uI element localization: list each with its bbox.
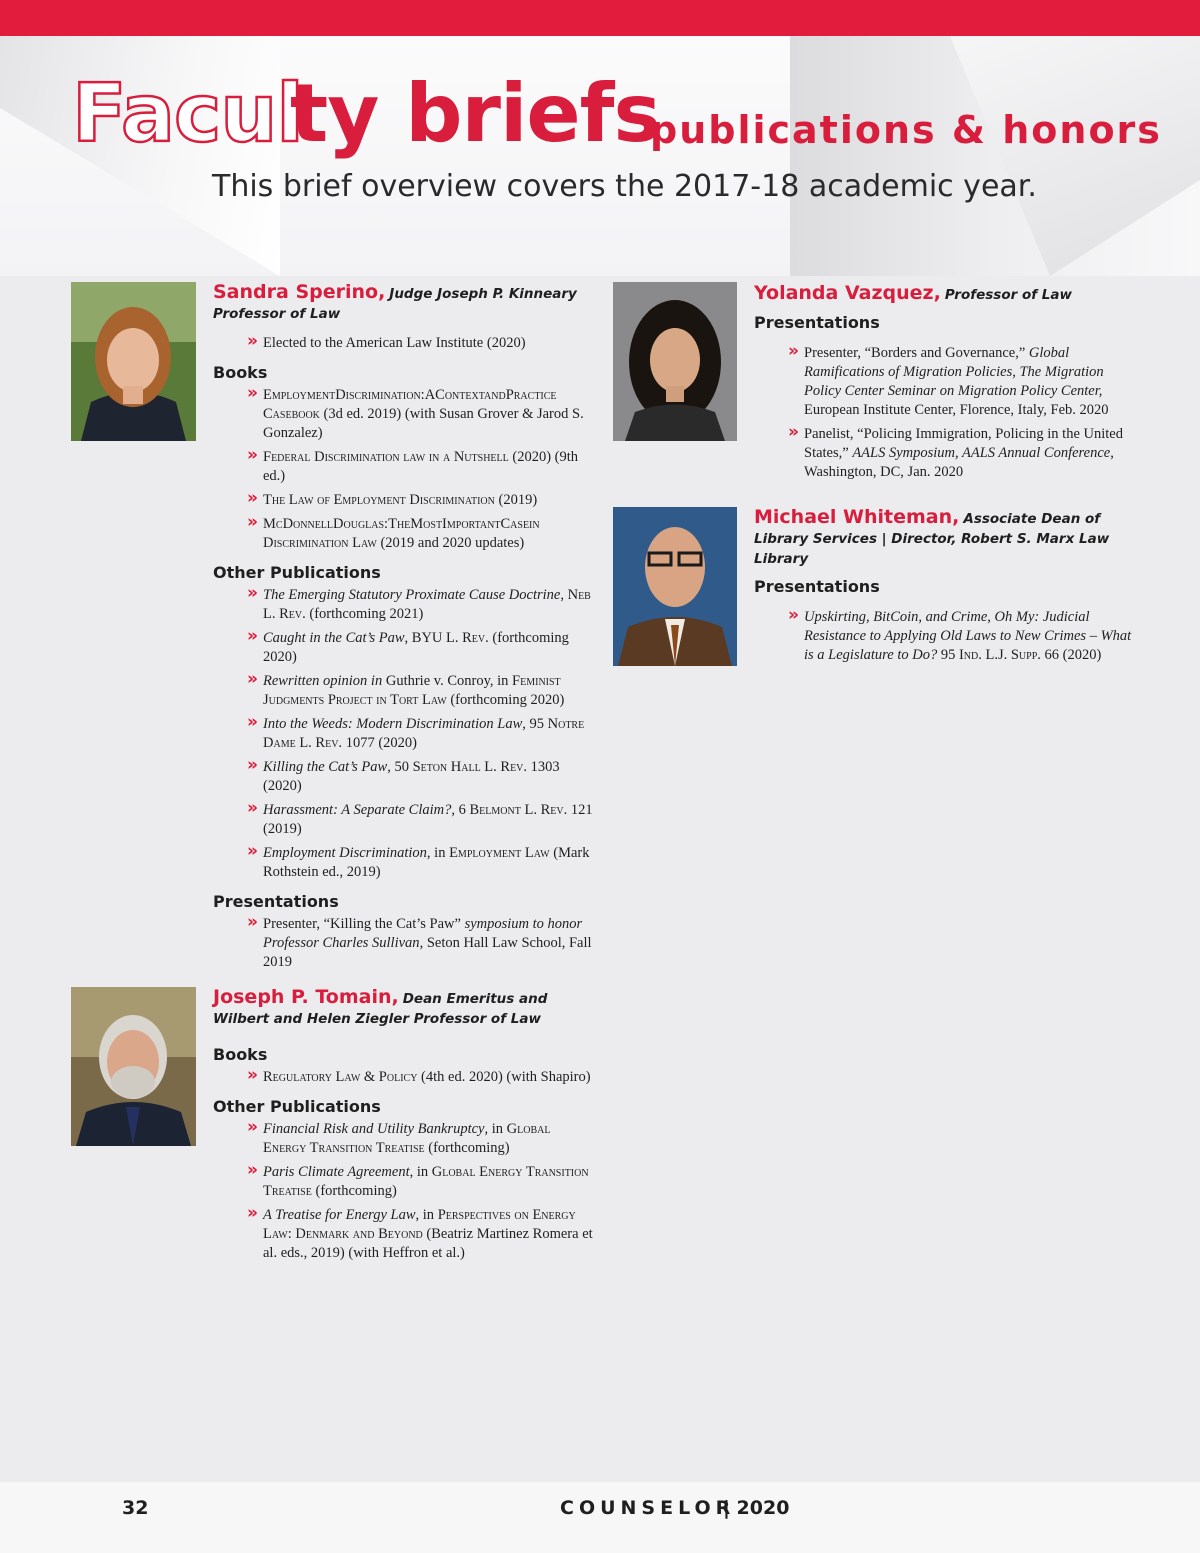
double-chevron-icon: » (247, 669, 258, 689)
vazquez-title: Professor of Law (944, 287, 1072, 303)
double-chevron-icon: » (247, 383, 258, 403)
double-chevron-icon: » (247, 488, 258, 508)
tomain-other-list (213, 1117, 593, 1263)
tagline: This brief overview covers the 2017-18 academic year. (212, 169, 1037, 204)
double-chevron-icon: » (247, 841, 258, 861)
tomain-other-heading: Other Publications (213, 1097, 381, 1116)
double-chevron-icon: » (247, 583, 258, 603)
double-chevron-icon: » (247, 712, 258, 732)
whiteman-pres-list (754, 605, 1134, 665)
vazquez-entry (754, 284, 1134, 487)
page-subtitle: publications & honors (650, 108, 1162, 152)
double-chevron-icon: » (247, 512, 258, 532)
double-chevron-icon: » (247, 755, 258, 775)
double-chevron-icon: » (247, 626, 258, 646)
sperino-honors-list (213, 331, 593, 353)
sperino-books-list (213, 383, 593, 553)
sperino-title: Judge Joseph P. Kinneary Professor of Law (213, 286, 577, 322)
double-chevron-icon: » (247, 912, 258, 932)
double-chevron-icon: » (247, 331, 258, 351)
whiteman-entry (754, 508, 1134, 670)
double-chevron-icon: » (247, 798, 258, 818)
list-item: » Financial Risk and Utility Bankruptcy, in Global Energy Transition Treatise (forthcoming) (247, 1117, 551, 1156)
issue-year: | 2020 (723, 1497, 790, 1519)
double-chevron-icon: » (247, 1203, 258, 1223)
whiteman-pres-heading: Presentations (754, 577, 880, 596)
tomain-books-heading: Books (213, 1045, 268, 1064)
double-chevron-icon: » (788, 422, 799, 442)
list-item: » Federal Discrimination law in a Nutshell (2020) (9th ed.) (247, 445, 579, 484)
sperino-name: Sandra Sperino, (213, 281, 386, 303)
double-chevron-icon: » (788, 605, 799, 625)
sperino-pres-heading: Presentations (213, 892, 339, 911)
magazine-name: COUNSELOR (560, 1497, 736, 1519)
whiteman-photo (613, 507, 737, 666)
list-item: » Caught in the Cat’s Paw, BYU L. Rev. (forthcoming 2020) (247, 626, 569, 665)
double-chevron-icon: » (788, 341, 799, 361)
list-item: » A Treatise for Energy Law, in Perspectives on Energy Law: Denmark and Beyond (Beatriz Martinez Romera et al. eds., 2019) (with Heffron et al.) (247, 1203, 593, 1261)
list-item: » Killing the Cat’s Paw, 50 Seton Hall L. Rev. 1303 (2020) (247, 755, 560, 794)
list-item: » The Emerging Statutory Proximate Cause Doctrine, Neb L. Rev. (forthcoming 2021) (247, 583, 591, 622)
sperino-books-heading: Books (213, 363, 268, 382)
sperino-heading (213, 283, 593, 324)
list-item: » Regulatory Law & Policy (4th ed. 2020) (with Shapiro) (247, 1065, 591, 1085)
sperino-other-list (213, 583, 593, 882)
vazquez-pres-list (754, 341, 1134, 482)
vazquez-pres-heading: Presentations (754, 313, 880, 332)
vazquez-heading (754, 284, 1134, 305)
top-color-bar (0, 0, 1200, 36)
sperino-other-heading: Other Publications (213, 563, 381, 582)
list-item: » EmploymentDiscrimination:AContextandPractice Casebook (3d ed. 2019) (with Susan Grover & Jarod S. Gonzalez) (247, 383, 584, 441)
list-item: » Upskirting, BitCoin, and Crime, Oh My: Judicial Resistance to Applying Old Laws to New Crimes – What is a Legislature to Do? 95 Ind. L.J. Supp. 66 (2020) (788, 605, 1132, 663)
sperino-photo (71, 282, 196, 441)
list-item: » Employment Discrimination, in Employment Law (Mark Rothstein ed., 2019) (247, 841, 590, 880)
sperino-pres-list (213, 912, 593, 972)
double-chevron-icon: » (247, 1160, 258, 1180)
tomain-name: Joseph P. Tomain, (213, 986, 399, 1008)
double-chevron-icon: » (247, 1117, 258, 1137)
sperino-entry (213, 283, 593, 977)
whiteman-heading (754, 508, 1134, 569)
list-item: » Elected to the American Law Institute (2020) (247, 331, 526, 351)
tomain-books-list (213, 1065, 593, 1087)
tomain-entry (213, 988, 593, 1268)
page-title-solid: ty briefs (290, 67, 661, 160)
tomain-heading (213, 988, 593, 1029)
list-item: » Paris Climate Agreement, in Global Energy Transition Treatise (forthcoming) (247, 1160, 589, 1199)
double-chevron-icon: » (247, 445, 258, 465)
tomain-photo (71, 987, 196, 1146)
double-chevron-icon: » (247, 1065, 258, 1085)
list-item: » Rewritten opinion in Guthrie v. Conroy, in Feminist Judgments Project in Tort Law (forthcoming 2020) (247, 669, 565, 708)
list-item: » McDonnellDouglas:TheMostImportantCasein Discrimination Law (2019 and 2020 updates) (247, 512, 540, 551)
vazquez-name: Yolanda Vazquez, (754, 282, 941, 304)
list-item: » Into the Weeds: Modern Discrimination Law, 95 Notre Dame L. Rev. 1077 (2020) (247, 712, 585, 751)
list-item: » Harassment: A Separate Claim?, 6 Belmont L. Rev. 121 (2019) (247, 798, 593, 837)
whiteman-title: Associate Dean of Library Services | Director, Robert S. Marx Law Library (754, 511, 1110, 567)
page-title-outline: Facul (72, 67, 303, 160)
whiteman-name: Michael Whiteman, (754, 506, 960, 528)
list-item: » Presenter, “Killing the Cat’s Paw” symposium to honor Professor Charles Sullivan, Seton Hall Law School, Fall 2019 (247, 912, 592, 970)
tomain-title: Dean Emeritus and Wilbert and Helen Ziegler Professor of Law (213, 991, 548, 1027)
vazquez-photo (613, 282, 737, 441)
page-number: 32 (122, 1497, 149, 1519)
list-item: » Presenter, “Borders and Governance,” Global Ramifications of Migration Policies, The Migration Policy Center Seminar on Migration Policy Center, European Institute Center, Florence, Italy, Feb. 2020 (788, 341, 1109, 418)
list-item: » Panelist, “Policing Immigration, Policing in the United States,” AALS Symposium, AALS Annual Conference, Washington, DC, Jan. 2020 (788, 422, 1123, 480)
list-item: » The Law of Employment Discrimination (2019) (247, 488, 538, 508)
